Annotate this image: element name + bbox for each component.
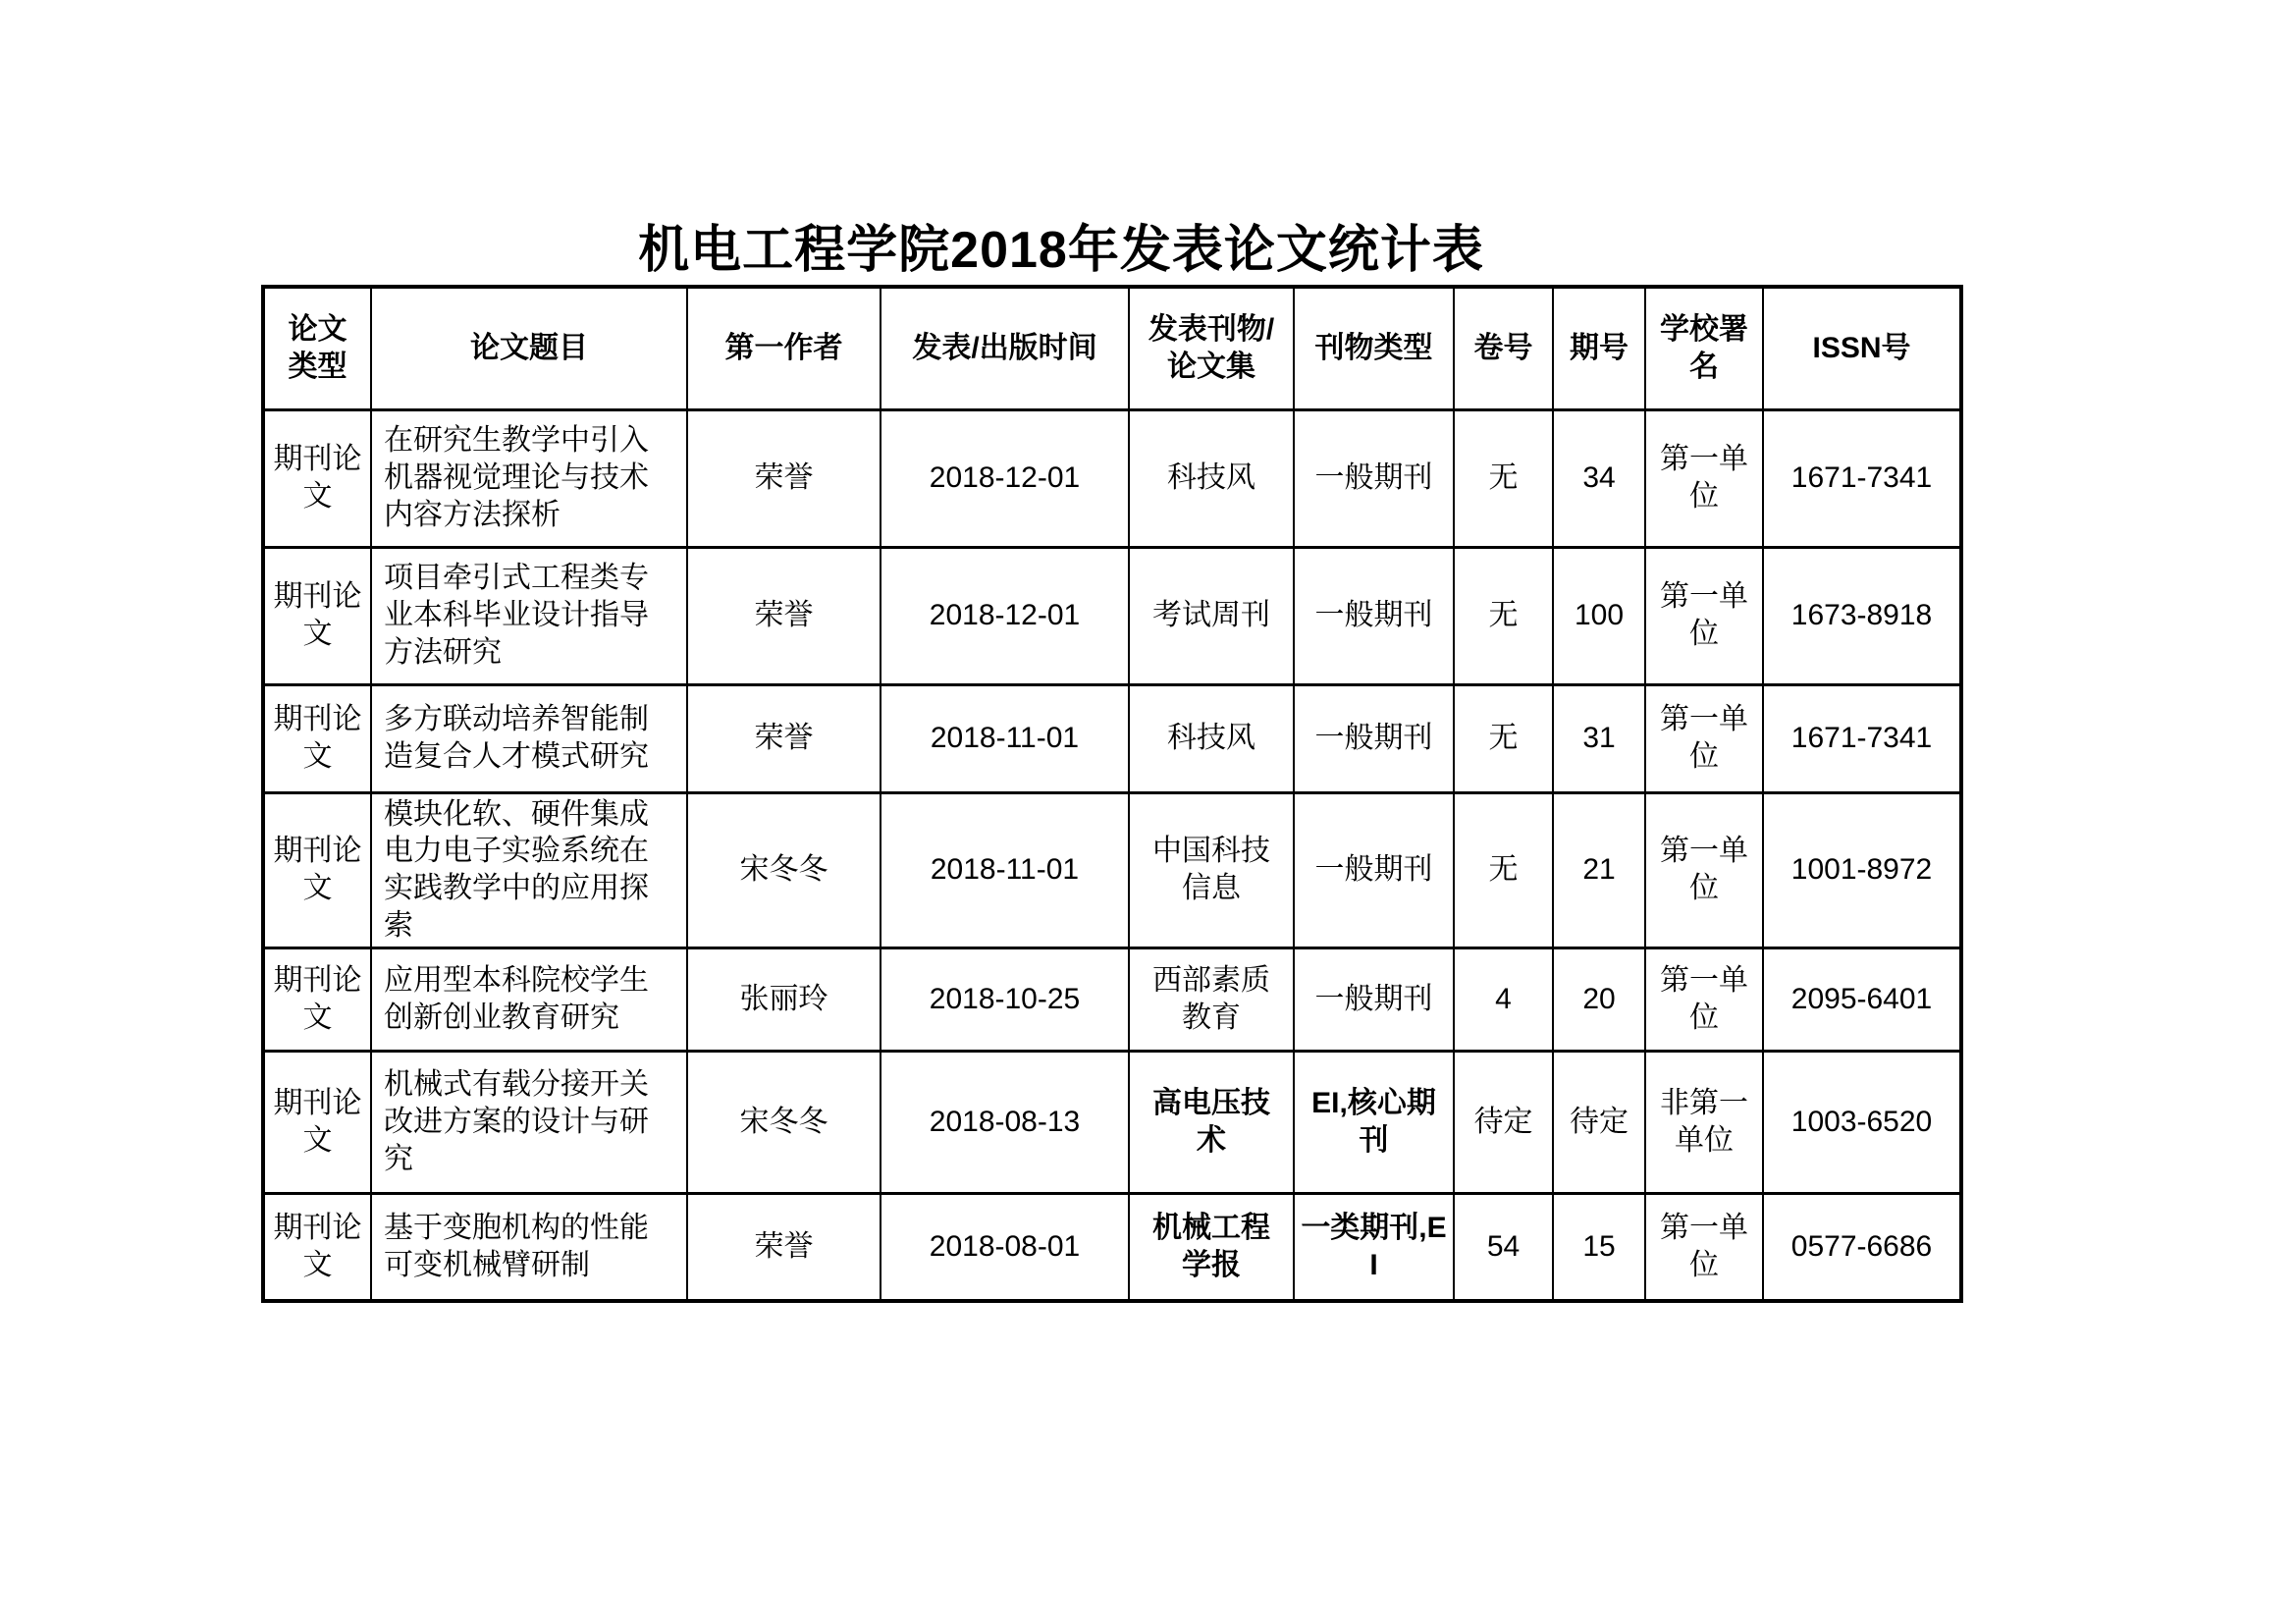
cell-paper-title: 机械式有载分接开关改进方案的设计与研究 [371,1051,687,1193]
cell-issue: 待定 [1553,1051,1645,1193]
table-row [263,409,1961,547]
cell-first-author: 张丽玲 [687,947,881,1051]
cell-affiliation: 第一单位 [1645,947,1763,1051]
cell-paper-type: 期刊论文 [263,947,371,1051]
cell-first-author: 宋冬冬 [687,792,881,947]
cell-journal-type: 一般期刊 [1294,792,1454,947]
cell-issue: 15 [1553,1193,1645,1301]
cell-paper-type: 期刊论文 [263,792,371,947]
cell-first-author: 荣誉 [687,684,881,792]
cell-issue: 21 [1553,792,1645,947]
cell-affiliation: 第一单位 [1645,792,1763,947]
cell-volume: 无 [1454,547,1553,684]
column-header-paper-type: 论文类型 [263,287,371,409]
column-header-first-author: 第一作者 [687,287,881,409]
cell-issn: 2095-6401 [1763,947,1961,1051]
cell-issn: 1671-7341 [1763,684,1961,792]
column-header-paper-title: 论文题目 [371,287,687,409]
table-row [263,947,1961,1051]
column-header-publish-date: 发表/出版时间 [881,287,1129,409]
cell-paper-title: 应用型本科院校学生创新创业教育研究 [371,947,687,1051]
cell-publish-date: 2018-11-01 [881,792,1129,947]
column-header-journal-type: 刊物类型 [1294,287,1454,409]
cell-paper-title: 在研究生教学中引入机器视觉理论与技术内容方法探析 [371,409,687,547]
header-row [263,287,1961,409]
cell-issn: 1671-7341 [1763,409,1961,547]
cell-publish-date: 2018-12-01 [881,547,1129,684]
cell-volume: 无 [1454,792,1553,947]
cell-paper-type: 期刊论文 [263,409,371,547]
cell-issn: 1001-8972 [1763,792,1961,947]
cell-issn: 1673-8918 [1763,547,1961,684]
cell-journal: 机械工程学报 [1129,1193,1294,1301]
cell-publish-date: 2018-10-25 [881,947,1129,1051]
cell-paper-title: 多方联动培养智能制造复合人才模式研究 [371,684,687,792]
cell-issn: 0577-6686 [1763,1193,1961,1301]
cell-volume: 4 [1454,947,1553,1051]
cell-issue: 31 [1553,684,1645,792]
cell-paper-type: 期刊论文 [263,547,371,684]
cell-publish-date: 2018-11-01 [881,684,1129,792]
cell-journal: 考试周刊 [1129,547,1294,684]
cell-first-author: 宋冬冬 [687,1051,881,1193]
cell-journal-type: 一类期刊,EI [1294,1193,1454,1301]
cell-volume: 无 [1454,684,1553,792]
cell-first-author: 荣誉 [687,547,881,684]
column-header-issn: ISSN号 [1763,287,1961,409]
cell-issn: 1003-6520 [1763,1051,1961,1193]
column-header-journal: 发表刊物/论文集 [1129,287,1294,409]
cell-journal: 西部素质教育 [1129,947,1294,1051]
cell-first-author: 荣誉 [687,1193,881,1301]
cell-issue: 34 [1553,409,1645,547]
cell-paper-type: 期刊论文 [263,684,371,792]
cell-journal: 科技风 [1129,409,1294,547]
cell-journal-type: EI,核心期刊 [1294,1051,1454,1193]
cell-paper-title: 项目牵引式工程类专业本科毕业设计指导方法研究 [371,547,687,684]
column-header-affiliation: 学校署名 [1645,287,1763,409]
cell-issue: 20 [1553,947,1645,1051]
cell-paper-title: 基于变胞机构的性能可变机械臂研制 [371,1193,687,1301]
cell-paper-title: 模块化软、硬件集成电力电子实验系统在实践教学中的应用探索 [371,792,687,947]
cell-affiliation: 第一单位 [1645,409,1763,547]
cell-paper-type: 期刊论文 [263,1051,371,1193]
table-row [263,1051,1961,1193]
cell-journal-type: 一般期刊 [1294,547,1454,684]
cell-affiliation: 非第一单位 [1645,1051,1763,1193]
table-row [263,547,1961,684]
cell-volume: 待定 [1454,1051,1553,1193]
table-row [263,684,1961,792]
page-title: 机电工程学院2018年发表论文统计表 [638,222,1484,279]
cell-affiliation: 第一单位 [1645,547,1763,684]
cell-journal: 高电压技术 [1129,1051,1294,1193]
column-header-issue: 期号 [1553,287,1645,409]
cell-journal-type: 一般期刊 [1294,947,1454,1051]
cell-affiliation: 第一单位 [1645,684,1763,792]
column-header-volume: 卷号 [1454,287,1553,409]
cell-publish-date: 2018-08-01 [881,1193,1129,1301]
cell-affiliation: 第一单位 [1645,1193,1763,1301]
cell-journal: 中国科技信息 [1129,792,1294,947]
cell-paper-type: 期刊论文 [263,1193,371,1301]
cell-first-author: 荣誉 [687,409,881,547]
cell-journal: 科技风 [1129,684,1294,792]
cell-journal-type: 一般期刊 [1294,409,1454,547]
table-row [263,792,1961,947]
cell-publish-date: 2018-12-01 [881,409,1129,547]
cell-volume: 54 [1454,1193,1553,1301]
cell-volume: 无 [1454,409,1553,547]
cell-issue: 100 [1553,547,1645,684]
cell-publish-date: 2018-08-13 [881,1051,1129,1193]
table-row [263,1193,1961,1301]
papers-table [261,285,1963,1303]
cell-journal-type: 一般期刊 [1294,684,1454,792]
